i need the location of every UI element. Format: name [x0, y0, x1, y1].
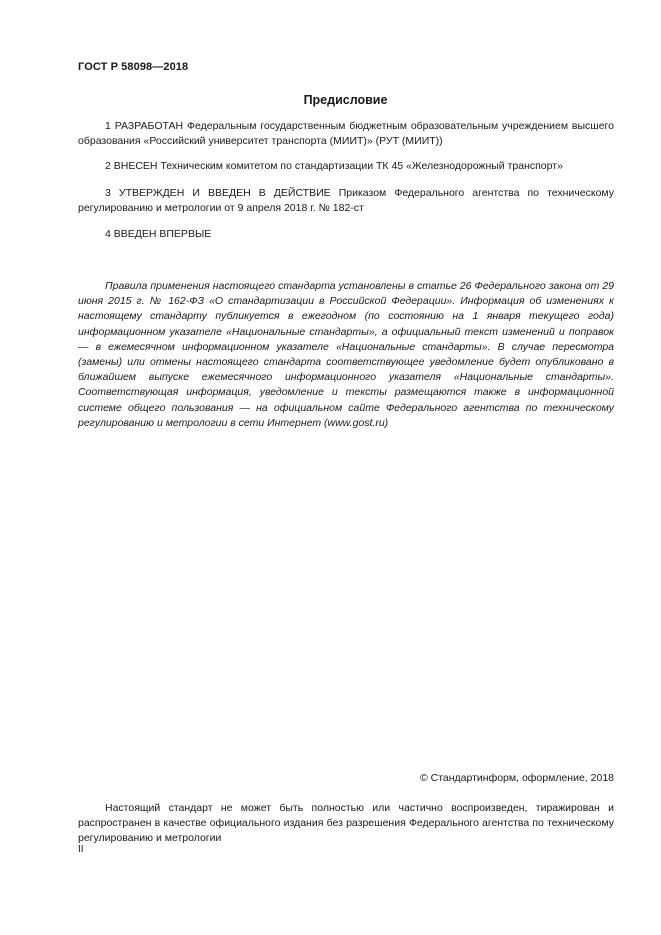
- copyright-line: © Стандартинформ, оформление, 2018: [419, 772, 614, 784]
- preface-item-submitted: 2 ВНЕСЕН Техническим комитетом по стандартизации ТК 45 «Железнодорожный транспорт»: [105, 160, 563, 172]
- preface-item-approved: 3 УТВЕРЖДЕН И ВВЕДЕН В ДЕЙСТВИЕ Приказом Федерального агентства по техническому регулированию и метрологии от 9 апреля 2018 г. № 182-ст: [78, 187, 614, 214]
- reproduction-disclaimer: Настоящий стандарт не может быть полностью или частично воспроизведен, тиражирован и распространен в качестве официального издания без разрешения Федерального агентства по техническому регулированию и метрологии: [78, 802, 614, 844]
- preface-item-introduced: 4 ВВЕДЕН ВПЕРВЫЕ: [105, 228, 212, 240]
- preface-item-developed: 1 РАЗРАБОТАН Федеральным государственным бюджетным образовательным учреждением высшего образования «Российский университет транспорта (МИИТ)» (РУТ (МИИТ)): [78, 120, 614, 147]
- standard-id-header: ГОСТ Р 58098—2018: [78, 61, 189, 73]
- page-number: II: [78, 844, 84, 855]
- application-rules-notice: Правила применения настоящего стандарта установлены в статье 26 Федерального закона от 29 июня 2015 г. № 162-ФЗ «О стандартизации в Российской Федерации». Информация об изменениях к настоящему стандарту публикуется в ежегодном (по состоянию на 1 января текущего года) информационном указателе «Национальные стандарты», а официальный текст изменений и поправок — в ежемесячном информационном указателе «Национальные стандарты». В случае пересмотра (замены) или отмены настоящего стандарта соответствующее уведомление будет опубликовано в ближайшем выпуске ежемесячного информационного указателя «Национальные стандарты». Соответствующая информация, уведомление и тексты размещаются также в информационной системе общего пользования — на официальном сайте Федерального агентства по техническому регулированию и метрологии в сети Интернет (www.gost.ru): [78, 280, 614, 429]
- preface-title: Предисловие: [303, 93, 388, 107]
